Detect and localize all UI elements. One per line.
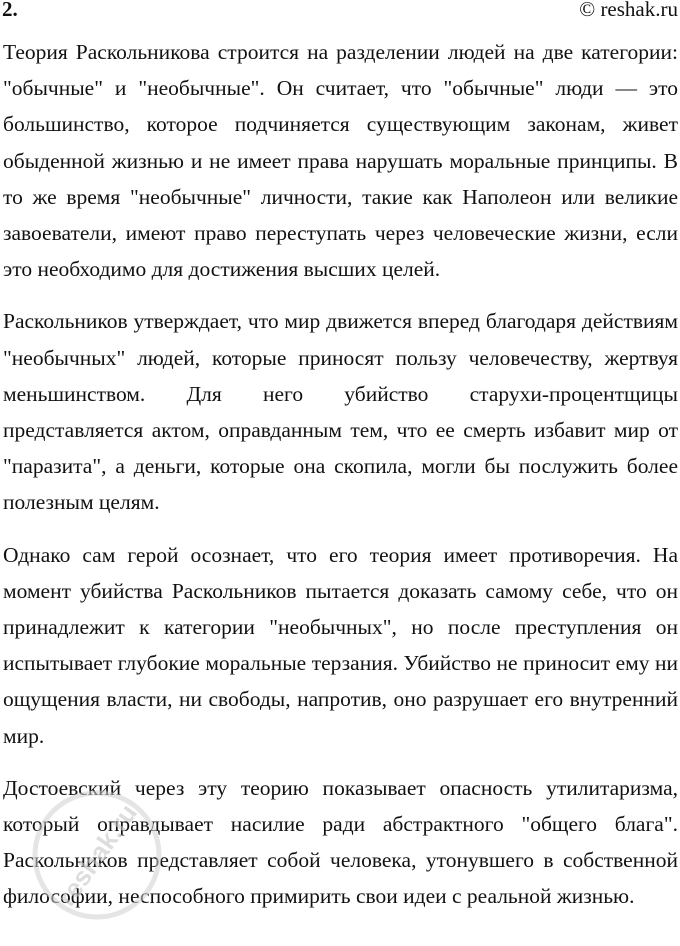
paragraph-4: Достоевский через эту теорию показывает опасность утилитаризма, который оправдывает насилие ради абстрактного "общего блага". Раскольников представляет собой человека, утонувшего в собственной философии, неспособного примирить свои идеи с реальной жизнью. <box>3 775 678 909</box>
watermark-text: reshak.ru <box>51 798 143 912</box>
site-copyright: © reshak.ru <box>579 0 678 21</box>
task-number: 2. <box>2 0 18 21</box>
page-header <box>0 0 680 28</box>
paragraph-2: Раскольников утверждает, что мир движется вперед благодаря действиям "необычных" людей, которые приносят пользу человечеству, жертвуя меньшинством. Для него убийство старухи-процентщицы представляется актом, оправданным тем, что ее смерть избавит мир от "паразита", а деньги, которые она скопила, могли бы послужить более полезным целям. <box>3 309 678 515</box>
paragraph-3: Однако сам герой осознает, что его теория имеет противоречия. На момент убийства Раскольников пытается доказать самому себе, что он принадлежит к категории "необычных", но после преступления он испытывает глубокие моральные терзания. Убийство не приносит ему ни ощущения власти, ни свободы, напротив, оно разрушает его внутренний мир. <box>3 542 678 748</box>
answer-text <box>3 34 678 931</box>
paragraph-1: Теория Раскольникова строится на разделении людей на две категории: "обычные" и "необычные". Он считает, что "обычные" люди — это большинство, которое подчиняется существующим законам, живет обыденной жизнью и не имеет права нарушать моральные принципы. В то же время "необычные" личности, такие как Наполеон или великие завоеватели, имеют право переступать через человеческие жизни, если это необходимо для достижения высших целей. <box>3 40 678 282</box>
